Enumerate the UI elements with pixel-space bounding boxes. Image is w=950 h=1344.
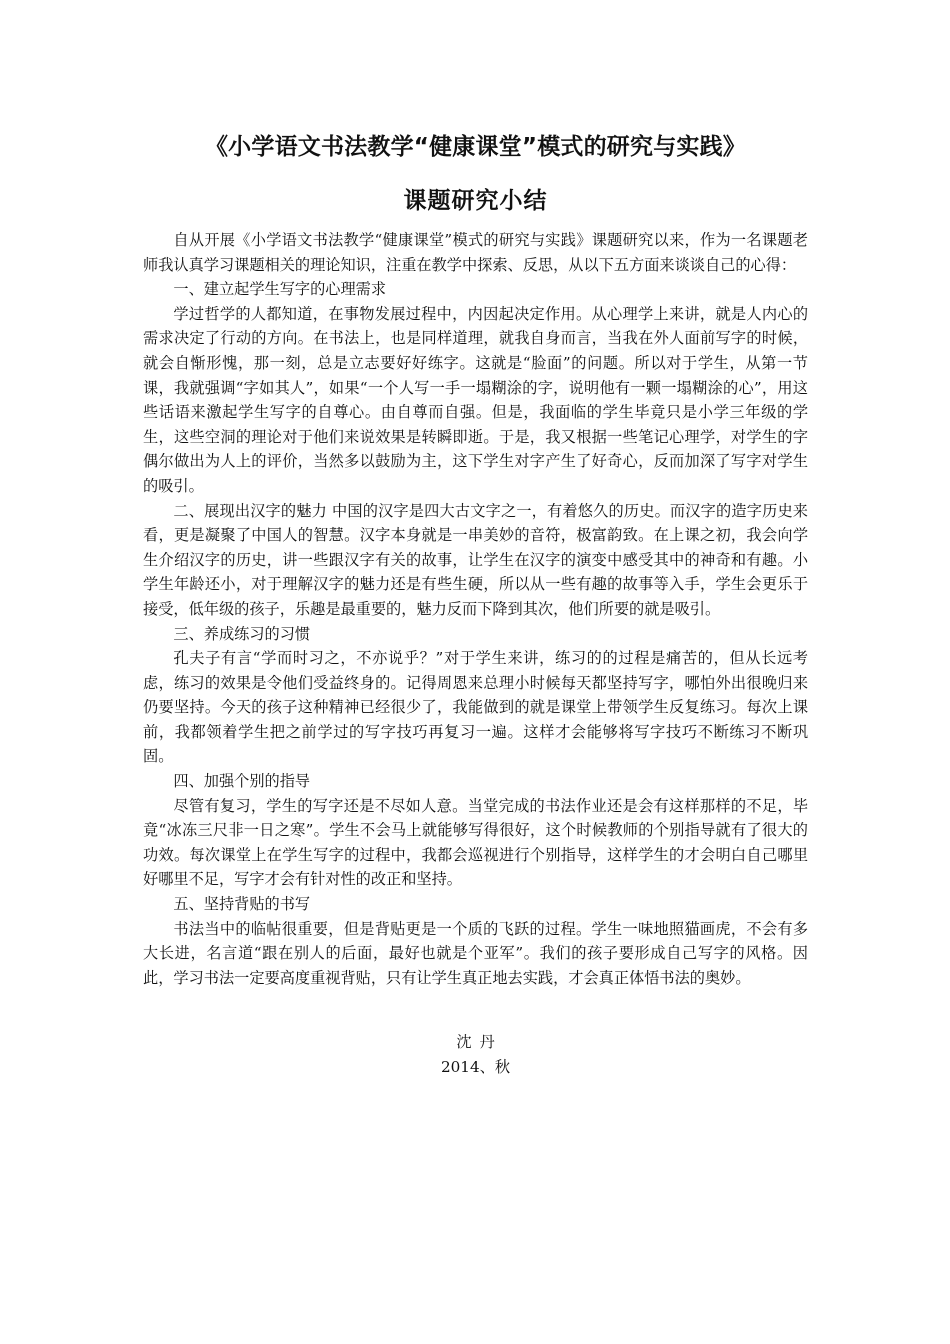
body-paragraph: 孔夫子有言“学而时习之，不亦说乎？”对于学生来讲，练习的的过程是痛苦的，但从长远考虑，练习的效果是令他们受益终身的。记得周恩来总理小时候每天都坚持写字，哪怕外出很晚归来仍要坚持。今天的孩子这种精神已经很少了，我能做到的就是课堂上带领学生反复练习。每次上课前，我都领着学生把之前学过的写字技巧再复习一遍。这样才会能够将写字技巧不断练习不断巩固。 — [143, 649, 808, 766]
body-paragraph: 学过哲学的人都知道，在事物发展过程中，内因起决定作用。从心理学上来讲，就是人内心的需求决定了行动的方向。在书法上，也是同样道理，就我自身而言，当我在外人面前写字的时候，就会自惭形愧，那一刻，总是立志要好好练字。这就是“脸面”的问题。所以对于学生，从第一节课，我就强调“字如其人”，如果“一个人写一手一塌糊涂的字，说明他有一颗一塌糊涂的心”，用这些话语来激起学生写字的自尊心。由自尊而自强。但是，我面临的学生毕竟只是小学三年级的学生，这些空洞的理论对于他们来说效果是转瞬即逝。于是，我又根据一些笔记心理学，对学生的字偶尔做出为人上的评价，当然多以鼓励为主，这下学生对字产生了好奇心，反而加深了写字对学生的吸引。 — [143, 304, 808, 495]
intro-paragraph: 自从开展《小学语文书法教学“健康课堂”模式的研究与实践》课题研究以来，作为一名课题老师我认真学习课题相关的理论知识，注重在教学中探索、反思，从以下五方面来谈谈自己的心得： — [143, 231, 808, 274]
section-heading-3: 三、养成练习的习惯 — [173, 624, 311, 643]
section-heading-1: 一、建立起学生写字的心理需求 — [173, 280, 387, 299]
document-subtitle: 课题研究小结 — [403, 188, 548, 214]
document-page — [143, 130, 808, 1080]
body-paragraph: 书法当中的临帖很重要，但是背贴更是一个质的飞跃的过程。学生一味地照猫画虎，不会有多大长进，名言道“跟在别人的后面，最好也就是个亚军”。我们的孩子要形成自己写字的风格。因此，学习书法一定要高度重视背贴，只有让学生真正地去实践，才会真正体悟书法的奥妙。 — [143, 919, 808, 987]
body-paragraph: 尽管有复习，学生的写字还是不尽如人意。当堂完成的书法作业还是会有这样那样的不足，毕竟“冰冻三尺非一日之寒”。学生不会马上就能够写得很好，这个时候教师的个别指导就有了很大的功效。每次课堂上在学生写字的过程中，我都会巡视进行个别指导，这样学生的才会明白自己哪里好哪里不足，写字才会有针对性的改正和坚持。 — [143, 796, 808, 889]
document-title: 《小学语文书法教学“健康课堂”模式的研究与实践》 — [204, 134, 747, 160]
signature-block — [143, 1030, 808, 1080]
section-heading-2: 二、展现出汉字的魅力 中国的汉字是四大古文字之一，有着悠久的历史。而汉字的造字历史来看，更是凝聚了中国人的智慧。汉字本身就是一串美妙的音符，极富韵致。在上课之初，我会向学生介绍汉字的历史，讲一些跟汉字有关的故事，让学生在汉字的演变中感受其中的神奇和有趣。小学生年龄还小，对于理解汉字的魅力还是有些生硬，所以从一些有趣的故事等入手，学生会更乐于接受，低年级的孩子，乐趣是最重要的，魅力反而下降到其次，他们所要的就是吸引。 — [143, 501, 808, 618]
author-name: 沈丹 — [456, 1033, 503, 1052]
section-heading-5: 五、坚持背贴的书写 — [173, 895, 311, 914]
document-body — [143, 228, 808, 990]
signature-date: 2014、秋 — [440, 1058, 511, 1077]
section-heading-4: 四、加强个别的指导 — [173, 772, 311, 791]
